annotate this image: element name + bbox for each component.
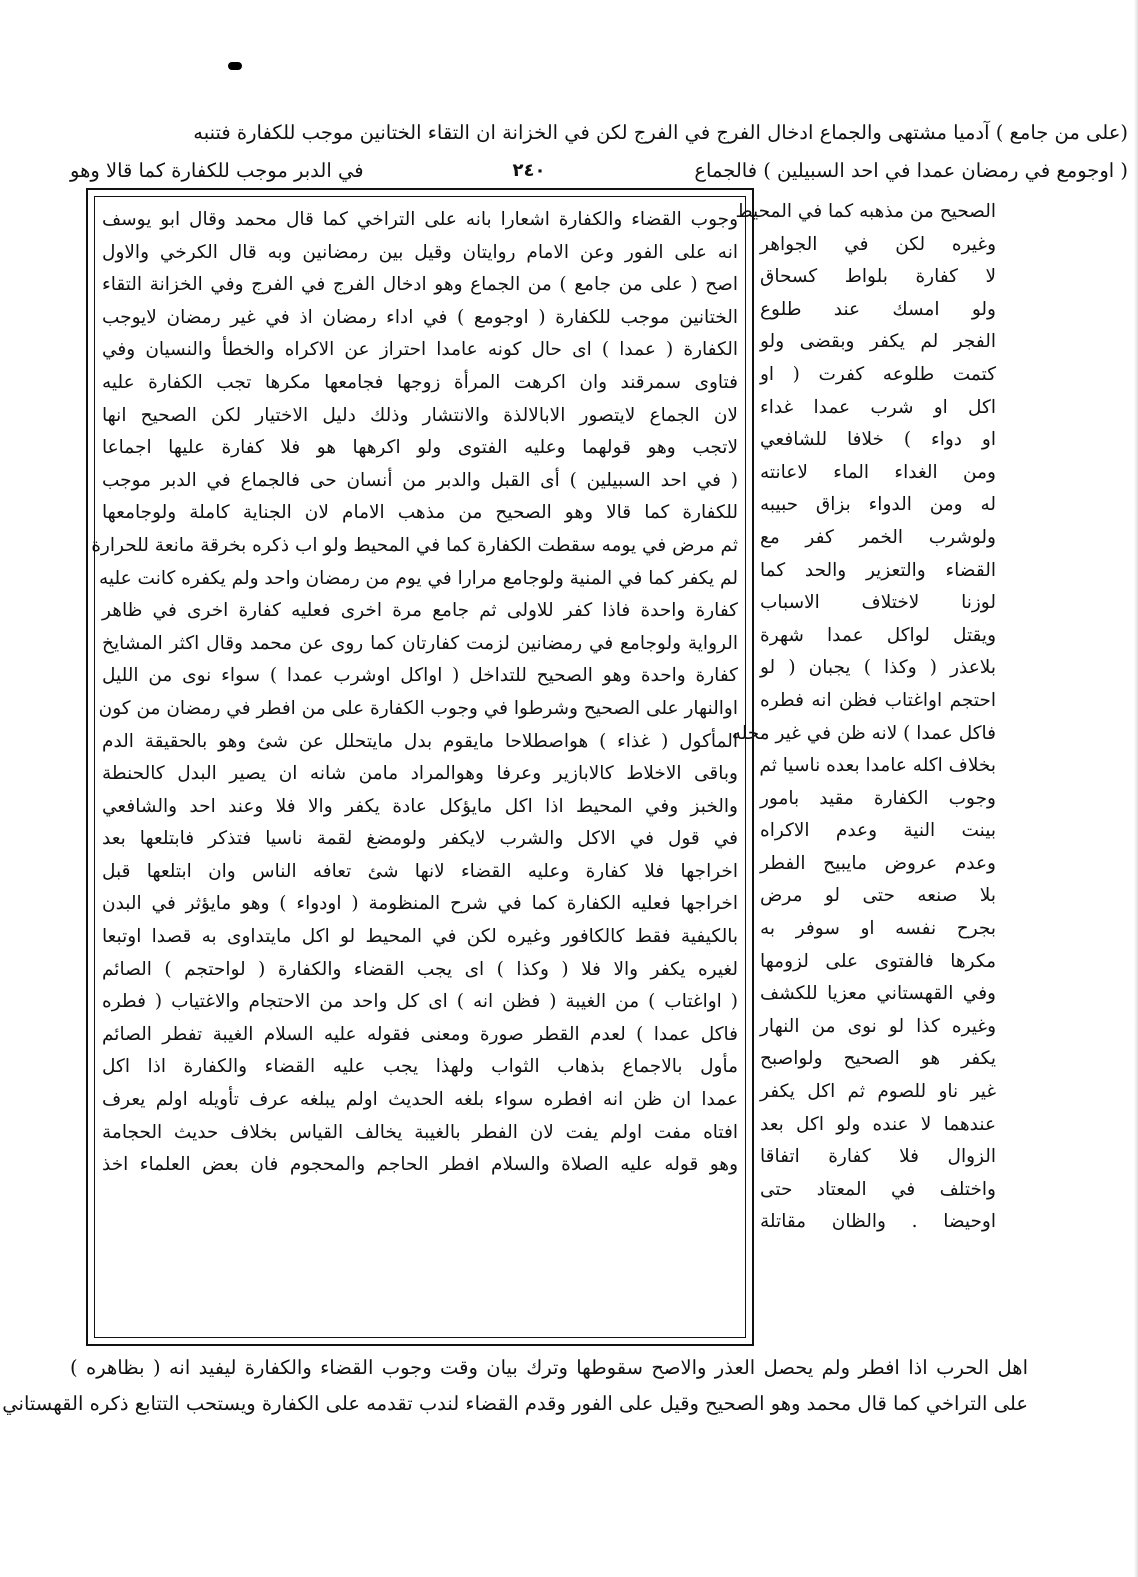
- header-line-2-right: ( اوجومع في رمضان عمدا في احد السبيلين ) فالجماع: [694, 159, 1128, 182]
- margin-commentary-line: بينت النية وعدم الاكراه: [760, 820, 996, 842]
- boxed-commentary-line: لم يكفر كما في المنية ولوجامع مرارا في يوم من رمضان واحد ولم يكفره كانت عليه: [98, 567, 738, 589]
- margin-commentary-line: ويقتل لواكل عمدا شهرة: [760, 624, 996, 646]
- margin-commentary-line: الصحيح من مذهبه كما في المحيط: [735, 201, 996, 222]
- page-edge: [1134, 0, 1138, 1577]
- margin-commentary-line: اكل او شرب عمدا غداء: [760, 396, 996, 418]
- margin-commentary-line: وجوب الكفارة مقيد بامور: [760, 787, 996, 809]
- header-line-2: [70, 156, 1128, 186]
- boxed-commentary-line: اخراجها فعليه الكفارة كما في شرح المنظومة ( اودواء ) وهو مايؤثر في البدن: [102, 893, 738, 915]
- boxed-commentary-line: ( في احد السبيلين ) أى القبل والدبر من أنسان حى فالجماع في الدبر موجب: [102, 469, 738, 491]
- boxed-commentary-line: وجوب القضاء والكفارة اشعارا بانه على التراخي كما قال محمد وقال ابو يوسف: [102, 209, 738, 230]
- margin-commentary-line: الزوال فلا كفارة اتفاقا: [760, 1146, 996, 1168]
- margin-commentary-line: كتمت طلوعه كفرت ( او: [760, 363, 996, 385]
- boxed-commentary-line: لان الجماع لايتصور الابالالذة والانتشار وذلك دليل الاختيار لكن الصحيح انها: [102, 404, 738, 426]
- boxed-commentary-line: مأول بالاجماع بذهاب الثواب ولهذا يجب عليه القضاء والكفارة اذا اكل: [102, 1056, 738, 1078]
- margin-commentary-line: او دواء ) خلافا للشافعي: [760, 429, 996, 451]
- margin-commentary-line: بلا صنعه حتى لو مرض: [760, 885, 996, 907]
- boxed-commentary: [91, 204, 738, 1182]
- boxed-commentary-line: فاكل عمدا ) لعدم القطر صورة ومعنى فقوله عليه السلام الغيبة تفطر الصائم: [102, 1023, 738, 1045]
- margin-commentary-line: واختلف في المعتاد حتى: [760, 1178, 996, 1200]
- margin-commentary-line: الفجر لم يكفر وبقضى ولو: [760, 331, 996, 353]
- margin-commentary-line: لا كفارة بلواط كسحاق: [760, 266, 996, 288]
- page-top-dot: [228, 62, 242, 70]
- boxed-commentary-line: المأكول ( غذاء ) هواصطلاحا مايقوم بدل مايتحلل عن شئ وهو بالحقيقة الدم: [102, 730, 738, 752]
- margin-commentary: [731, 196, 996, 1239]
- margin-commentary-line: وغيره كذا لو نوى من النهار: [760, 1015, 996, 1037]
- boxed-commentary-line: كفارة واحدة فاذا كفر للاولى ثم جامع مرة اخرى فعليه كفارة اخرى في ظاهر: [102, 600, 738, 622]
- margin-commentary-line: وعدم عروض مايبيح الفطر: [760, 852, 996, 874]
- margin-commentary-line: عندهما لا عنده ولو اكل بعد: [760, 1113, 996, 1135]
- boxed-commentary-line: كفارة واحدة وهو الصحيح للتداخل ( اواكل اوشرب عمدا ) سواء نوى من الليل: [102, 665, 738, 687]
- boxed-commentary-line: الرواية ولوجامع في رمضانين لزمت كفارتان كما روى عن محمد وقال اكثر المشايخ: [102, 632, 738, 654]
- margin-commentary-line: غير ناو للصوم ثم اكل يكفر: [760, 1081, 996, 1103]
- boxed-commentary-line: اوالنهار على الصحيح وشرطوا في وجوب الكفارة على من افطر في رمضان من كون: [98, 697, 738, 719]
- margin-commentary-line: ولو امسك عند طلوع: [760, 298, 996, 320]
- boxed-commentary-line: عمدا ان ظن انه افطره سواء بلغه الحديث اولم يبلغه عرف تأويله اولم يعرف: [102, 1089, 738, 1111]
- boxed-commentary-line: الكفارة ( عمدا ) اى حال كونه عامدا احتراز عن الاكراه والخطأ والنسيان وفي: [102, 339, 738, 361]
- margin-commentary-line: ومن الغداء الماء لاعانته: [760, 461, 996, 483]
- footer-line: اهل الحرب اذا افطر ولم يحصل العذر والاصح سقوطها وترك بيان وقت وجوب القضاء والكفارة ليفيد انه ( بظاهره ): [70, 1356, 1028, 1379]
- boxed-commentary-line: افتاه مفت اولم يفت لان الفطر بالغيبة يخالف القياس بخلاف حديث الحجامة: [102, 1121, 738, 1143]
- margin-commentary-line: احتجم اواغتاب فظن انه فطره: [760, 689, 996, 711]
- header-line-1: (على من جامع ) آدميا مشتهى والجماع ادخال الفرج في الفرج لكن في الخزانة ان التقاء الختانين موجب للكفارة فتنبه: [193, 121, 1128, 144]
- margin-commentary-line: بجرح نفسه او سوفر به: [760, 918, 996, 940]
- boxed-commentary-line: وباقى الاخلاط كالابازير وعرفا وهوالمراد مامن شانه ان يصير البدل كالحنطة: [102, 763, 738, 785]
- margin-commentary-line: بخلاف اكله عامدا بعده ناسيا ثم: [759, 755, 996, 777]
- margin-commentary-line: يكفر هو الصحيح ولواصبح: [760, 1048, 996, 1070]
- boxed-commentary-line: انه على الفور وعن الامام روايتان وقيل بين رمضانين وبه قال الكرخي والاول: [102, 241, 738, 263]
- page-number: ٢٤٠: [512, 160, 546, 181]
- boxed-commentary-line: للكفارة كما قالا وهو الصحيح من مذهب الامام لان الجناية كاملة ولوجامعها: [102, 502, 738, 524]
- boxed-commentary-line: في قول في الاكل والشرب لايكفر ولومضغ لقمة ناسيا فتذكر فابتلعها بعد: [102, 828, 738, 850]
- margin-commentary-line: لوزنا لاختلاف الاسباب: [760, 592, 996, 614]
- footer-text: [2, 1350, 1028, 1422]
- boxed-commentary-line: فتاوى سمرقند وان اكرهت المرأة زوجها فجامعها مكرها تجب الكفارة عليه: [102, 371, 738, 393]
- margin-commentary-line: اوحيضا . والظان مقاتلة: [760, 1211, 996, 1233]
- margin-commentary-line: له ومن الدواء بزاق حبيبه: [760, 494, 996, 516]
- margin-commentary-line: وغيره لكن في الجواهر: [760, 233, 996, 255]
- boxed-commentary-line: اخراجها فلا كفارة وعليه القضاء لانها شئ تعافه الناس وان ابتلعها قبل: [102, 860, 738, 882]
- boxed-commentary-line: بالكيفية فقط كالكافور وغيره لكن في المحيط لو اكل مايتداوى به قصدا اوتبعا: [102, 926, 738, 948]
- boxed-commentary-line: الختانين موجب للكفارة ( اوجومع ) في اداء رمضان اذ في غير رمضان لايوجب: [102, 306, 738, 328]
- boxed-commentary-line: ( اواغتاب ) من الغيبة ( فظن انه ) اى كل واحد من الاحتجام والاغتياب ( فطره: [102, 991, 738, 1013]
- margin-commentary-line: فاكل عمدا ) لانه ظن في غير محله: [731, 722, 996, 744]
- margin-commentary-line: مكرها فالفتوى على لزومها: [760, 950, 996, 972]
- boxed-commentary-line: ثم مرض في يومه سقطت الكفارة كما في المحيط ولو اب ذكره بخرقة مانعة للحرارة: [91, 534, 738, 556]
- boxed-commentary-line: وهو قوله عليه الصلاة والسلام افطر الحاجم والمحجوم فان بعض العلماء اخذ: [102, 1154, 738, 1176]
- boxed-commentary-line: والخبز وفي المحيط اذا اكل مايؤكل عادة يكفر والا فلا وعند احد والشافعي: [102, 795, 738, 817]
- boxed-commentary-line: لاتجب وهو قولهما وعليه الفتوى ولو اكرهها هو فلا كفارة عليها اجماعا: [102, 437, 738, 459]
- boxed-commentary-line: اصح ( على من جامع ) من الجماع وهو ادخال الفرج في الفرج وفي الخزانة التقاء: [102, 274, 738, 296]
- boxed-commentary-line: لغيره يكفر والا فلا ( وكذا ) اى يجب القضاء والكفارة ( لواحتجم ) الصائم: [102, 958, 738, 980]
- header-line-2-left: في الدبر موجب للكفارة كما قالا وهو: [70, 159, 364, 182]
- margin-commentary-line: وفي القهستاني معزيا للكشف: [760, 983, 996, 1005]
- margin-commentary-line: ولوشرب الخمر كفر مع: [760, 526, 996, 548]
- margin-commentary-line: القضاء والتعزير والحد كما: [760, 559, 996, 581]
- footer-line: على التراخي كما قال محمد وهو الصحيح وقيل على الفور وقدم القضاء لندب تقدمه على الكفارة ويستحب التتابع ذكره القهستاني: [2, 1392, 1028, 1415]
- margin-commentary-line: بلاعذر ( وكذا ) يجبان ( لو: [760, 657, 996, 679]
